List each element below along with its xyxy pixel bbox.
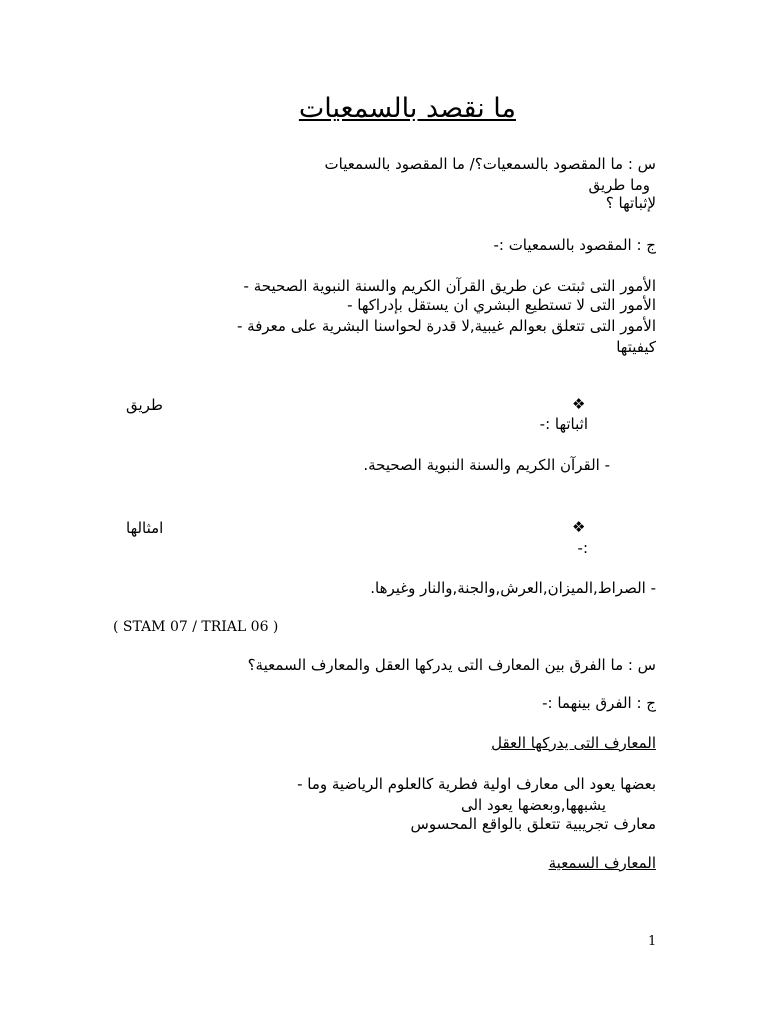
question-1-line-1: س : ما المقصود بالسمعيات؟/ ما المقصود بالسمعيات <box>324 155 656 173</box>
question-1-line-3: لإثباتها ؟ <box>605 194 656 212</box>
heading-revealed-knowledge: المعارف السمعية <box>548 854 656 872</box>
list-item: الأمور التى ثبتت عن طريق القرآن الكريم والسنة النبوية الصحيحة - <box>243 277 656 295</box>
answer-2: ج : الفرق بينهما :- <box>542 694 656 712</box>
list-item: الأمور التى لا تستطيع البشري ان يستقل بإدراكها - <box>347 296 656 314</box>
section-1-right-label: اثباتها :- <box>539 415 588 433</box>
section-2-right-label: -: <box>577 539 588 557</box>
page-number: 1 <box>648 934 657 949</box>
heading-rational-knowledge: المعارف التى يدركها العقل <box>491 734 656 752</box>
bullet-diamond-icon: ❖ <box>572 518 586 536</box>
question-1-line-2: وما طريق <box>588 176 650 194</box>
list-item: الأمور التى تتعلق بعوالم غيبية,لا قدرة لحواسنا البشرية على معرفة - <box>237 317 656 335</box>
stamp-text: ( STAM 07 / TRIAL 06 ) <box>113 619 279 635</box>
section-1-left-label: طريق <box>126 396 163 414</box>
section-2-left-label: امثالها <box>126 519 164 537</box>
section-1-content: - القرآن الكريم والسنة النبوية الصحيحة. <box>363 456 610 474</box>
paragraph-line: يشبهها,وبعضها يعود الى <box>460 796 606 814</box>
question-2: س : ما الفرق بين المعارف التى يدركها العقل والمعارف السمعية؟ <box>247 656 656 674</box>
paragraph-line: معارف تجريبية تتعلق بالواقع المحسوس <box>410 815 656 833</box>
answer-1: ج : المقصود بالسمعيات :- <box>493 236 656 254</box>
bullet-diamond-icon: ❖ <box>572 395 586 413</box>
section-2-content: - الصراط,الميزان,العرش,والجنة,والنار وغيرها. <box>370 579 656 597</box>
paragraph-line: بعضها يعود الى معارف اولية فطرية كالعلوم الرياضية وما - <box>297 775 656 793</box>
page-title: ما نقصد بالسمعيات <box>298 93 516 124</box>
list-item-continuation: كيفيتها <box>616 338 656 356</box>
